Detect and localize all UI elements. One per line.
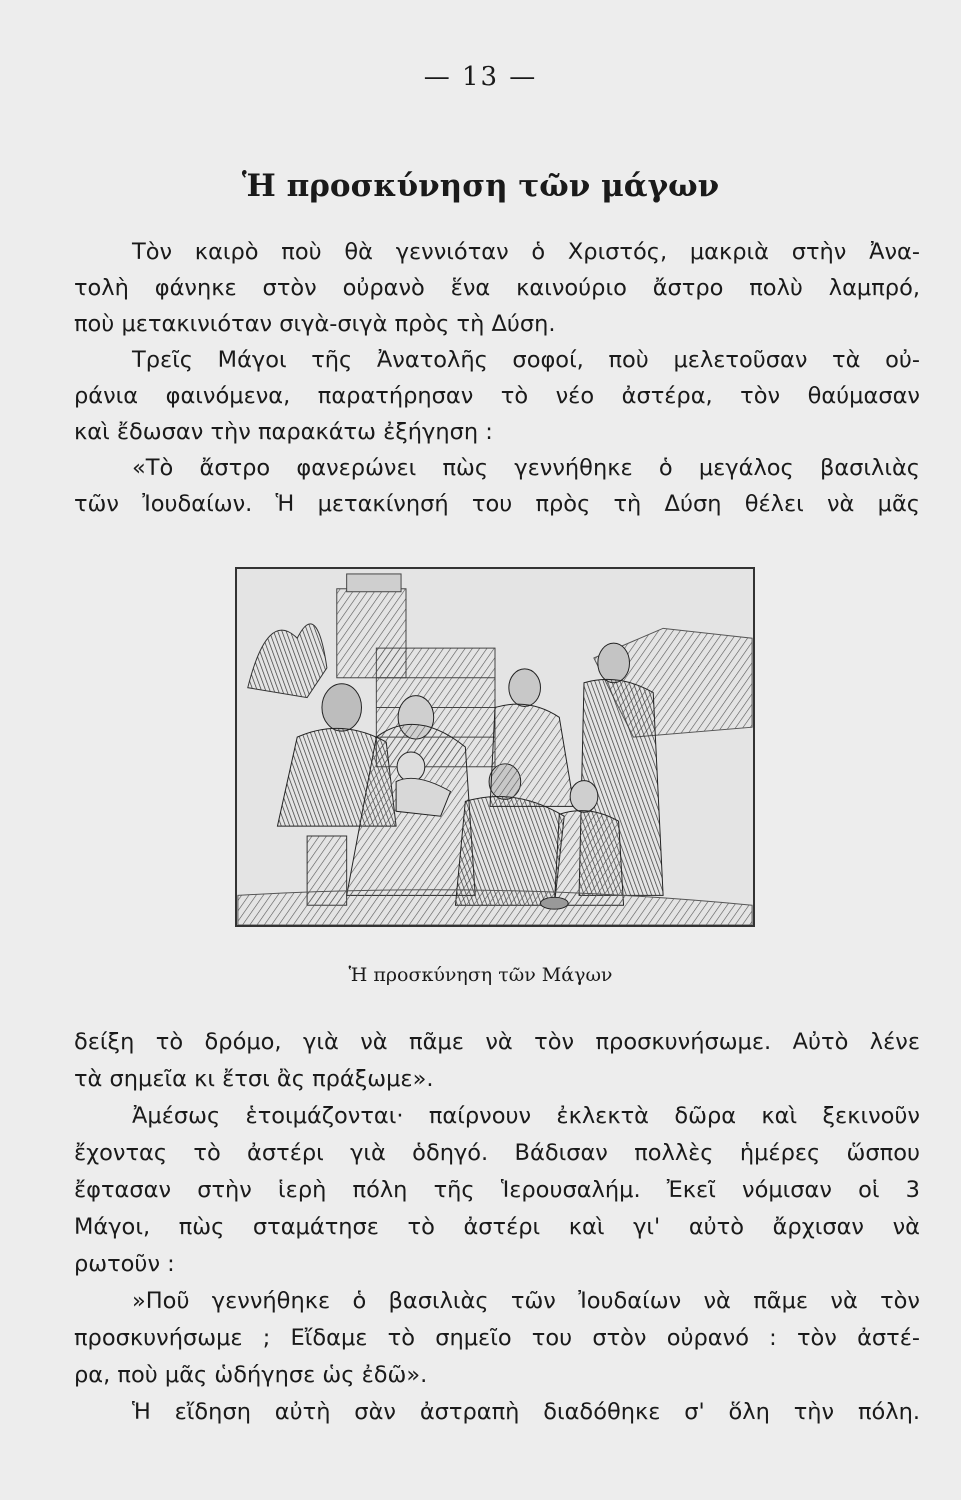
text-line: ποὺ μετακινιόταν σιγὰ-σιγὰ πρὸς τὴ Δύση. xyxy=(74,311,556,337)
text-line: ἔχοντας τὸ ἀστέρι γιὰ ὁδηγό. Βάδισαν πολλὲς ἡμέρες ὥσπου xyxy=(74,1140,920,1166)
text-line: »Ποῦ γεννήθηκε ὁ βασιλιὰς τῶν Ἰουδαίων νὰ πᾶμε νὰ τὸν xyxy=(132,1288,920,1314)
text-line: τὰ σημεῖα κι ἔτσι ἂς πράξωμε». xyxy=(74,1066,434,1092)
text-line: «Τὸ ἄστρο φανερώνει πὼς γεννήθηκε ὁ μεγάλος βασιλιὰς xyxy=(132,455,920,481)
page-number: — 13 — xyxy=(423,62,538,92)
text-line: Μάγοι, πὼς σταμάτησε τὸ ἀστέρι καὶ γι' αὐτὸ ἄρχισαν νὰ xyxy=(74,1214,920,1240)
text-line: ράνια φαινόμενα, παρατήρησαν τὸ νέο ἀστέρα, τὸν θαύμασαν xyxy=(74,383,920,409)
text-line: τῶν Ἰουδαίων. Ἡ μετακίνησή του πρὸς τὴ Δύση θέλει νὰ μᾶς xyxy=(74,491,920,517)
text-line: Ἀμέσως ἑτοιμάζονται· παίρνουν ἐκλεκτὰ δῶρα καὶ ξεκινοῦν xyxy=(132,1103,920,1129)
text-line: Τρεῖς Μάγοι τῆς Ἀνατολῆς σοφοί, ποὺ μελετοῦσαν τὰ οὐ- xyxy=(132,347,920,373)
text-line: ρωτοῦν : xyxy=(74,1251,175,1277)
text-block-top xyxy=(74,234,920,522)
chapter-title: Ἡ προσκύνηση τῶν μάγων xyxy=(241,168,720,204)
text-line: καὶ ἔδωσαν τὴν παρακάτω ἐξήγηση : xyxy=(74,419,493,445)
text-line: τολὴ φάνηκε στὸν οὐρανὸ ἕνα καινούριο ἄστρο πολὺ λαμπρό, xyxy=(74,275,920,301)
engraving-illustration xyxy=(235,567,755,927)
text-line: ρα, ποὺ μᾶς ὡδήγησε ὡς ἐδῶ». xyxy=(74,1362,428,1388)
text-line: ἔφτασαν στὴν ἱερὴ πόλη τῆς Ἱερουσαλήμ. Ἐκεῖ νόμισαν οἱ 3 xyxy=(74,1177,920,1203)
text-line: προσκυνήσωμε ; Εἴδαμε τὸ σημεῖο του στὸν οὐρανό : τὸν ἀστέ- xyxy=(74,1325,920,1351)
text-line: δείξη τὸ δρόμο, γιὰ νὰ πᾶμε νὰ τὸν προσκυνήσωμε. Αὐτὸ λένε xyxy=(74,1029,920,1055)
text-line: Ἡ εἴδηση αὐτὴ σὰν ἀστραπὴ διαδόθηκε σ' ὅλη τὴν πόλη. xyxy=(132,1399,920,1425)
text-block-bottom xyxy=(74,1024,920,1431)
adoration-of-magi-engraving xyxy=(237,569,753,925)
text-line: Τὸν καιρὸ ποὺ θὰ γεννιόταν ὁ Χριστός, μακριὰ στὴν Ἀνα- xyxy=(132,239,920,265)
figure-caption: Ἡ προσκύνηση τῶν Μάγων xyxy=(348,964,613,986)
